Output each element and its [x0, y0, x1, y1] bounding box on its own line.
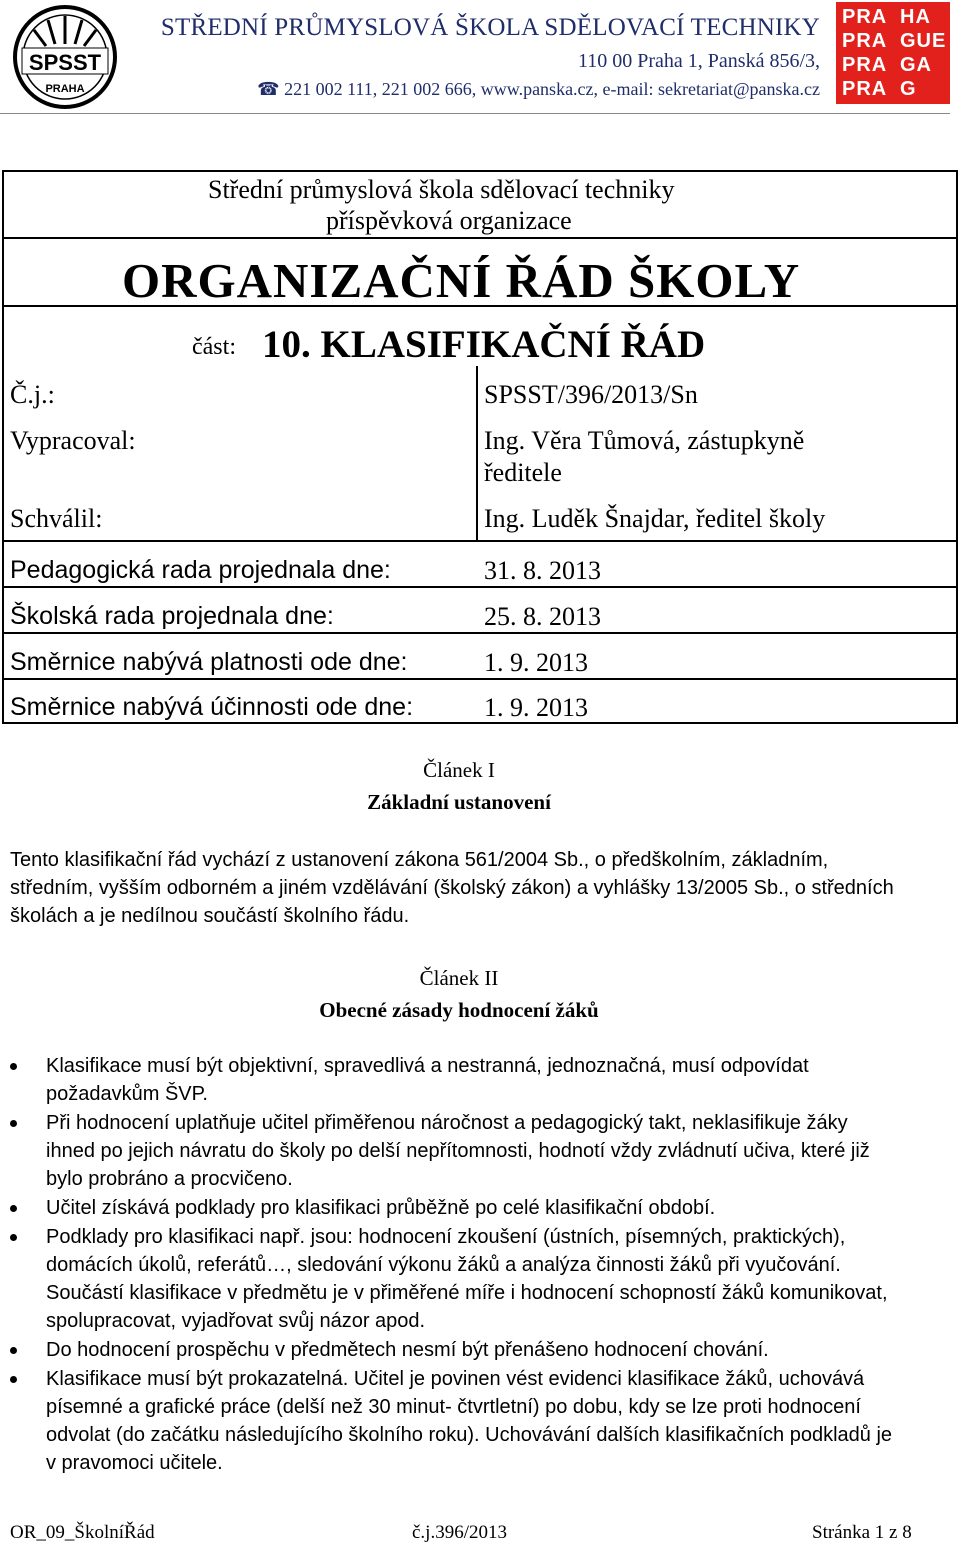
- prepared-by-value: Ing. Věra Tůmová, zástupkyně: [484, 426, 805, 455]
- article-2-heading: Článek II: [419, 966, 499, 990]
- principles-list: [10, 1052, 900, 1478]
- list-item: Učitel získává podklady pro klasifikaci průběžně po celé klasifikační období.: [10, 1194, 900, 1222]
- table-divider: [2, 678, 958, 680]
- prepared-by-label: Vypracoval:: [10, 426, 136, 455]
- part-label: část:: [192, 334, 236, 360]
- list-item: Klasifikace musí být prokazatelná. Učitel je povinen vést evidenci klasifikace žáků, uchovává písemné a grafické práce (delší než 30 minut- čtvrtletní) po dobu, kdy se lze proti hodnocení odvolat (do začátku následujícího školního roku). Uchovávání dalších klasifikačních podkladů je v pravomoci učitele.: [10, 1365, 900, 1477]
- article-1-title: Základní ustanovení: [367, 790, 551, 814]
- footer-reference: č.j.396/2013: [412, 1522, 507, 1543]
- phone-icon: ☎: [257, 79, 280, 99]
- validity-date: 1. 9. 2013: [484, 648, 588, 677]
- table-divider: [2, 586, 958, 588]
- bullet-icon: [10, 1120, 17, 1127]
- school-contact: [130, 79, 820, 100]
- bullet-icon: [10, 1376, 17, 1383]
- bullet-icon: [10, 1063, 17, 1070]
- list-item: Podklady pro klasifikaci např. jsou: hodnocení zkoušení (ústních, písemných, praktických), domácích úkolů, referátů…, sledování výkonu žáků a analýza činnosti žáků při vyučování. Součástí klasifikace v předmětu je v přiměřené míře i hodnocení schopností žáků komunikovat, spolupracovat, vyjadřovat svůj názor apod.: [10, 1223, 900, 1335]
- table-divider: [2, 632, 958, 634]
- organization-name: Střední průmyslová škola sdělovací techniky: [208, 175, 675, 204]
- table-divider: [2, 540, 958, 542]
- footer-document-code: OR_09_ŠkolníŘád: [10, 1522, 155, 1543]
- school-logo: [12, 4, 118, 110]
- approved-by-value: Ing. Luděk Šnajdar, ředitel školy: [484, 504, 826, 533]
- bullet-icon: [10, 1205, 17, 1212]
- table-column-divider: [476, 366, 478, 540]
- part-title: 10. KLASIFIKAČNÍ ŘÁD: [262, 323, 706, 366]
- school-board-label: Školská rada projednala dne:: [10, 602, 334, 630]
- logo-text: SPSST: [28, 50, 102, 75]
- prepared-by-value-cont: ředitele: [484, 458, 562, 487]
- school-board-date: 25. 8. 2013: [484, 602, 601, 631]
- school-contact-block: [130, 14, 820, 100]
- reference-label: Č.j.:: [10, 380, 55, 409]
- school-address: 110 00 Praha 1, Panská 856/3,: [577, 50, 820, 72]
- article-1-text: Tento klasifikační řád vychází z ustanovení zákona 561/2004 Sb., o předškolním, základním, středním, vyšším odborném a jiném vzdělávání (školský zákon) a vyhlášky 13/2005 Sb., o středních školách a je nedílnou součástí školního řádu.: [10, 849, 894, 927]
- article-1-heading: Článek I: [423, 758, 495, 782]
- article-2-title: Obecné zásady hodnocení žáků: [319, 998, 599, 1022]
- validity-label: Směrnice nabývá platnosti ode dne:: [10, 648, 408, 676]
- organization-type: příspěvková organizace: [326, 206, 572, 235]
- effect-label: Směrnice nabývá účinnosti ode dne:: [10, 693, 414, 721]
- list-item: Do hodnocení prospěchu v předmětech nesmí být přenášeno hodnocení chování.: [10, 1336, 900, 1364]
- bullet-icon: [10, 1347, 17, 1354]
- pedagogical-board-date: 31. 8. 2013: [484, 556, 601, 585]
- prague-logo: PRA HA PRA GUE PRA GA PRA G: [836, 2, 950, 104]
- logo-subtext: PRAHA: [45, 83, 85, 95]
- pedagogical-board-label: Pedagogická rada projednala dne:: [10, 556, 391, 584]
- school-name: STŘEDNÍ PRŮMYSLOVÁ ŠKOLA SDĚLOVACÍ TECHNIKY: [160, 14, 820, 41]
- bullet-icon: [10, 1234, 17, 1241]
- header-divider: [0, 113, 950, 114]
- list-item: Klasifikace musí být objektivní, spravedlivá a nestranná, jednoznačná, musí odpovídat požadavkům ŠVP.: [10, 1052, 900, 1108]
- reference-value: SPSST/396/2013/Sn: [484, 380, 698, 409]
- approved-by-label: Schválil:: [10, 504, 103, 533]
- footer-page-number: Stránka 1 z 8: [812, 1522, 912, 1543]
- letterhead: [0, 0, 960, 116]
- effect-date: 1. 9. 2013: [484, 693, 588, 722]
- list-item: Při hodnocení uplatňuje učitel přiměřenou náročnost a pedagogický takt, neklasifikuje žáky ihned po jejich návratu do školy po delší nepřítomnosti, hodnotí vždy zvládnutí učiva, které již bylo probráno a procvičeno.: [10, 1109, 900, 1193]
- table-divider: [2, 237, 958, 239]
- contact-text: 221 002 111, 221 002 666, www.panska.cz, e-mail: sekretariat@panska.cz: [284, 79, 820, 99]
- document-title: ORGANIZAČNÍ ŘÁD ŠKOLY: [122, 253, 801, 308]
